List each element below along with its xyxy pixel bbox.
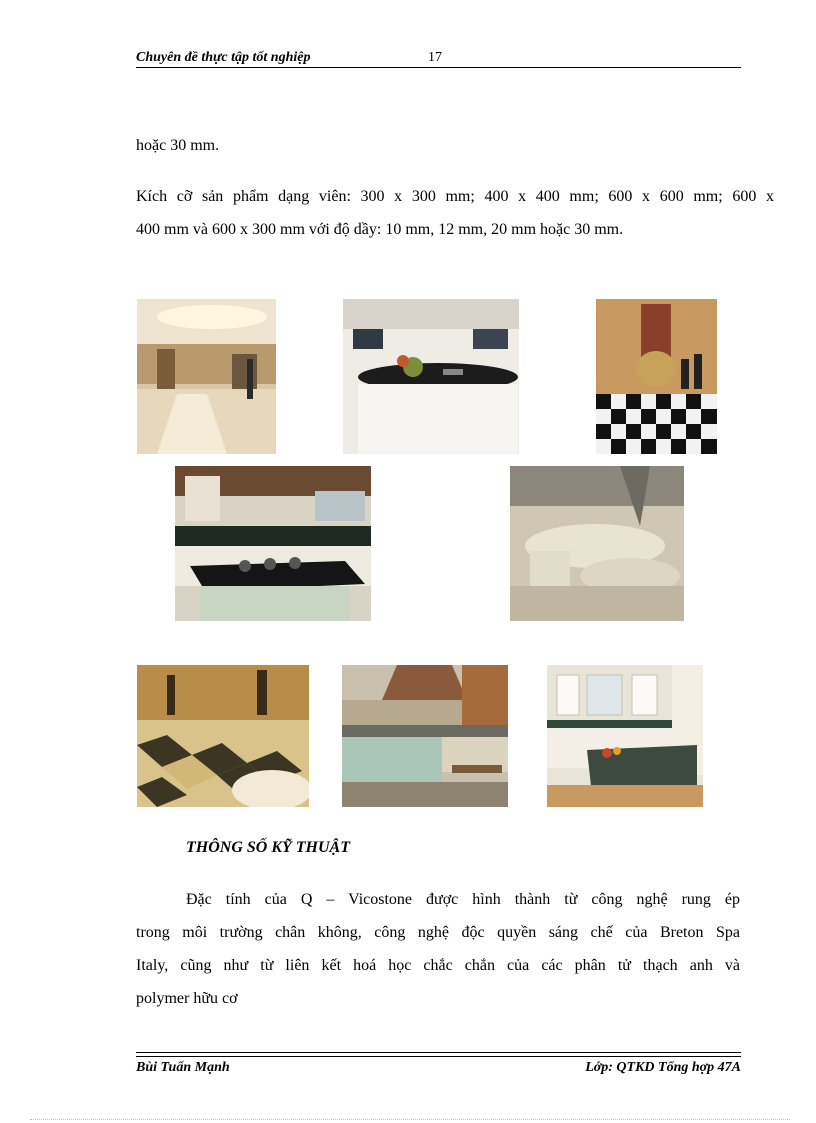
- photo-lobby-checkered-floor: [596, 299, 717, 454]
- spec-paragraph-line-3: Italy, cũng như từ liên kết hoá học chắc chắn của các phân tử thạch anh và: [136, 957, 740, 974]
- body-line-continuation: hoặc 30 mm.: [136, 137, 220, 154]
- header-rule: [136, 67, 741, 68]
- footer-class: Lớp: QTKD Tổng hợp 47A: [585, 1060, 741, 1075]
- spec-paragraph-line-1: Đặc tính của Q – Vicostone được hình thành từ công nghệ rung ép: [186, 891, 740, 908]
- photo-kitchen-range-hood: [342, 665, 508, 807]
- page-number: 17: [428, 50, 442, 65]
- spec-paragraph-line-2: trong môi trường chân không, công nghệ độc quyền sáng chế của Breton Spa: [136, 924, 740, 941]
- size-paragraph-line-1: Kích cỡ sản phẩm dạng viên: 300 x 300 mm; 400 x 400 mm; 600 x 600 mm; 600 x: [136, 188, 774, 205]
- photo-lobby-brown-checkered-floor: [137, 665, 309, 807]
- size-paragraph-line-2: 400 mm và 600 x 300 mm với độ dầy: 10 mm, 12 mm, 20 mm hoặc 30 mm.: [136, 221, 624, 238]
- photo-kitchen-white-cabinets: [547, 665, 703, 807]
- footer-rule-thin: [136, 1056, 741, 1057]
- section-heading: THÔNG SỐ KỸ THUẬT: [186, 839, 350, 856]
- running-header-title: Chuyên đề thực tập tốt nghiệp: [136, 50, 311, 65]
- photo-kitchen-island-black: [343, 299, 519, 454]
- photo-curved-marble-counter: [510, 466, 684, 621]
- photo-kitchen-cooktop-island: [175, 466, 371, 621]
- spec-paragraph-line-4: polymer hữu cơ: [136, 990, 238, 1007]
- footer-author: Bùi Tuấn Mạnh: [136, 1060, 230, 1075]
- page-bottom-edge: [30, 1119, 790, 1120]
- footer-rule: [136, 1052, 741, 1053]
- photo-lobby-marble-floor: [137, 299, 276, 454]
